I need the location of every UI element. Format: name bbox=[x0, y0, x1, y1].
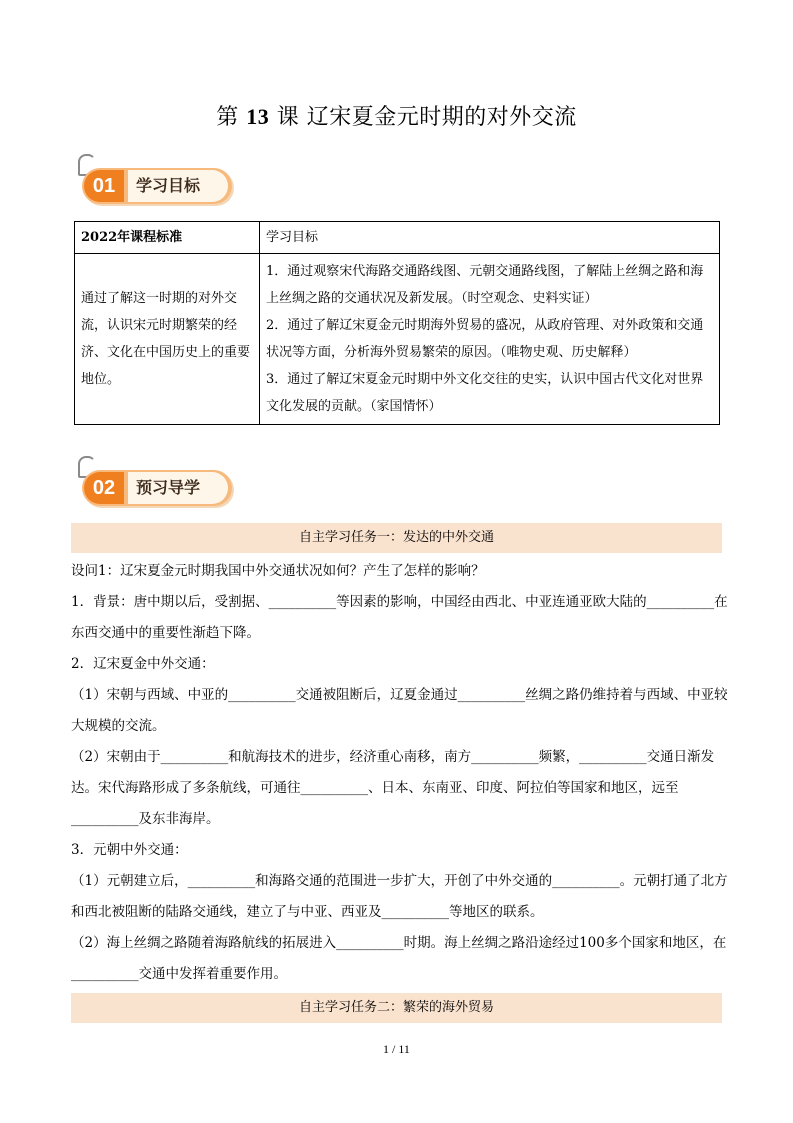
paragraph: （1）宋朝与西域、中亚的__________交通被阻断后，辽夏金通过__________丝绸之路仍维持着与西域、中亚较大规模的交流。 bbox=[71, 687, 728, 734]
paragraph: 3．元朝中外交通： bbox=[71, 842, 188, 858]
task-heading-2: 自主学习任务二：繁荣的海外贸易 bbox=[71, 993, 722, 1023]
page-title: 第 13 课 辽宋夏金元时期的对外交流 bbox=[216, 104, 577, 130]
section-label: 预习导学 bbox=[128, 472, 228, 504]
section-label: 学习目标 bbox=[128, 170, 228, 202]
curriculum-standard-cell: 通过了解这一时期的对外交流，认识宋元时期繁荣的经济、文化在中国历史上的重要地位。 bbox=[75, 254, 260, 425]
table-header-standard: 2022年课程标准 bbox=[75, 222, 260, 254]
paragraph: （2）海上丝绸之路随着海路航线的拓展进入__________时期。海上丝绸之路沿途经过100多个国家和地区，在__________交通中发挥着重要作用。 bbox=[71, 935, 727, 982]
paragraph: 2．辽宋夏金中外交通： bbox=[71, 656, 215, 672]
task-heading-1: 自主学习任务一：发达的中外交通 bbox=[71, 523, 722, 553]
task-1-content bbox=[71, 556, 736, 990]
learning-objectives-cell bbox=[260, 254, 720, 425]
objective-item: 2．通过了解辽宋夏金元时期海外贸易的盛况，从政府管理、对外政策和交通状况等方面，分析海外贸易繁荣的原因。（唯物史观、历史解释） bbox=[266, 318, 704, 360]
section-number: 01 bbox=[84, 170, 124, 202]
table-header-goals: 学习目标 bbox=[260, 222, 720, 254]
paragraph: （1）元朝建立后，__________和海路交通的范围进一步扩大，开创了中外交通的__________。元朝打通了北方和西北被阻断的陆路交通线，建立了与中亚、西亚及__________等地区的联系。 bbox=[71, 873, 728, 920]
paragraph: 1．背景：唐中期以后，受割据、__________等因素的影响，中国经由西北、中亚连通亚欧大陆的__________在东西交通中的重要性渐趋下降。 bbox=[71, 594, 728, 641]
section-banner-preview-guide bbox=[78, 462, 233, 508]
paragraph: （2）宋朝由于__________和航海技术的进步，经济重心南移，南方__________频繁，__________交通日渐发达。宋代海路形成了多条航线，可通往__________、日本、东南亚、印度、阿拉伯等国家和地区，远至__________及东非海岸。 bbox=[71, 749, 715, 827]
objective-item: 1．通过观察宋代海路交通路线图、元朝交通路线图，了解陆上丝绸之路和海上丝绸之路的交通状况及新发展。（时空观念、史料实证） bbox=[266, 264, 704, 306]
objective-item: 3．通过了解辽宋夏金元时期中外文化交往的史实，认识中国古代文化对世界文化发展的贡献。（家国情怀） bbox=[266, 372, 704, 414]
question-prompt: 设问1：辽宋夏金元时期我国中外交通状况如何？产生了怎样的影响？ bbox=[71, 563, 485, 579]
learning-goals-table bbox=[74, 221, 720, 425]
section-banner-learning-goals bbox=[78, 160, 233, 206]
page-number: 1 / 11 bbox=[383, 1042, 410, 1056]
section-number: 02 bbox=[84, 472, 124, 504]
